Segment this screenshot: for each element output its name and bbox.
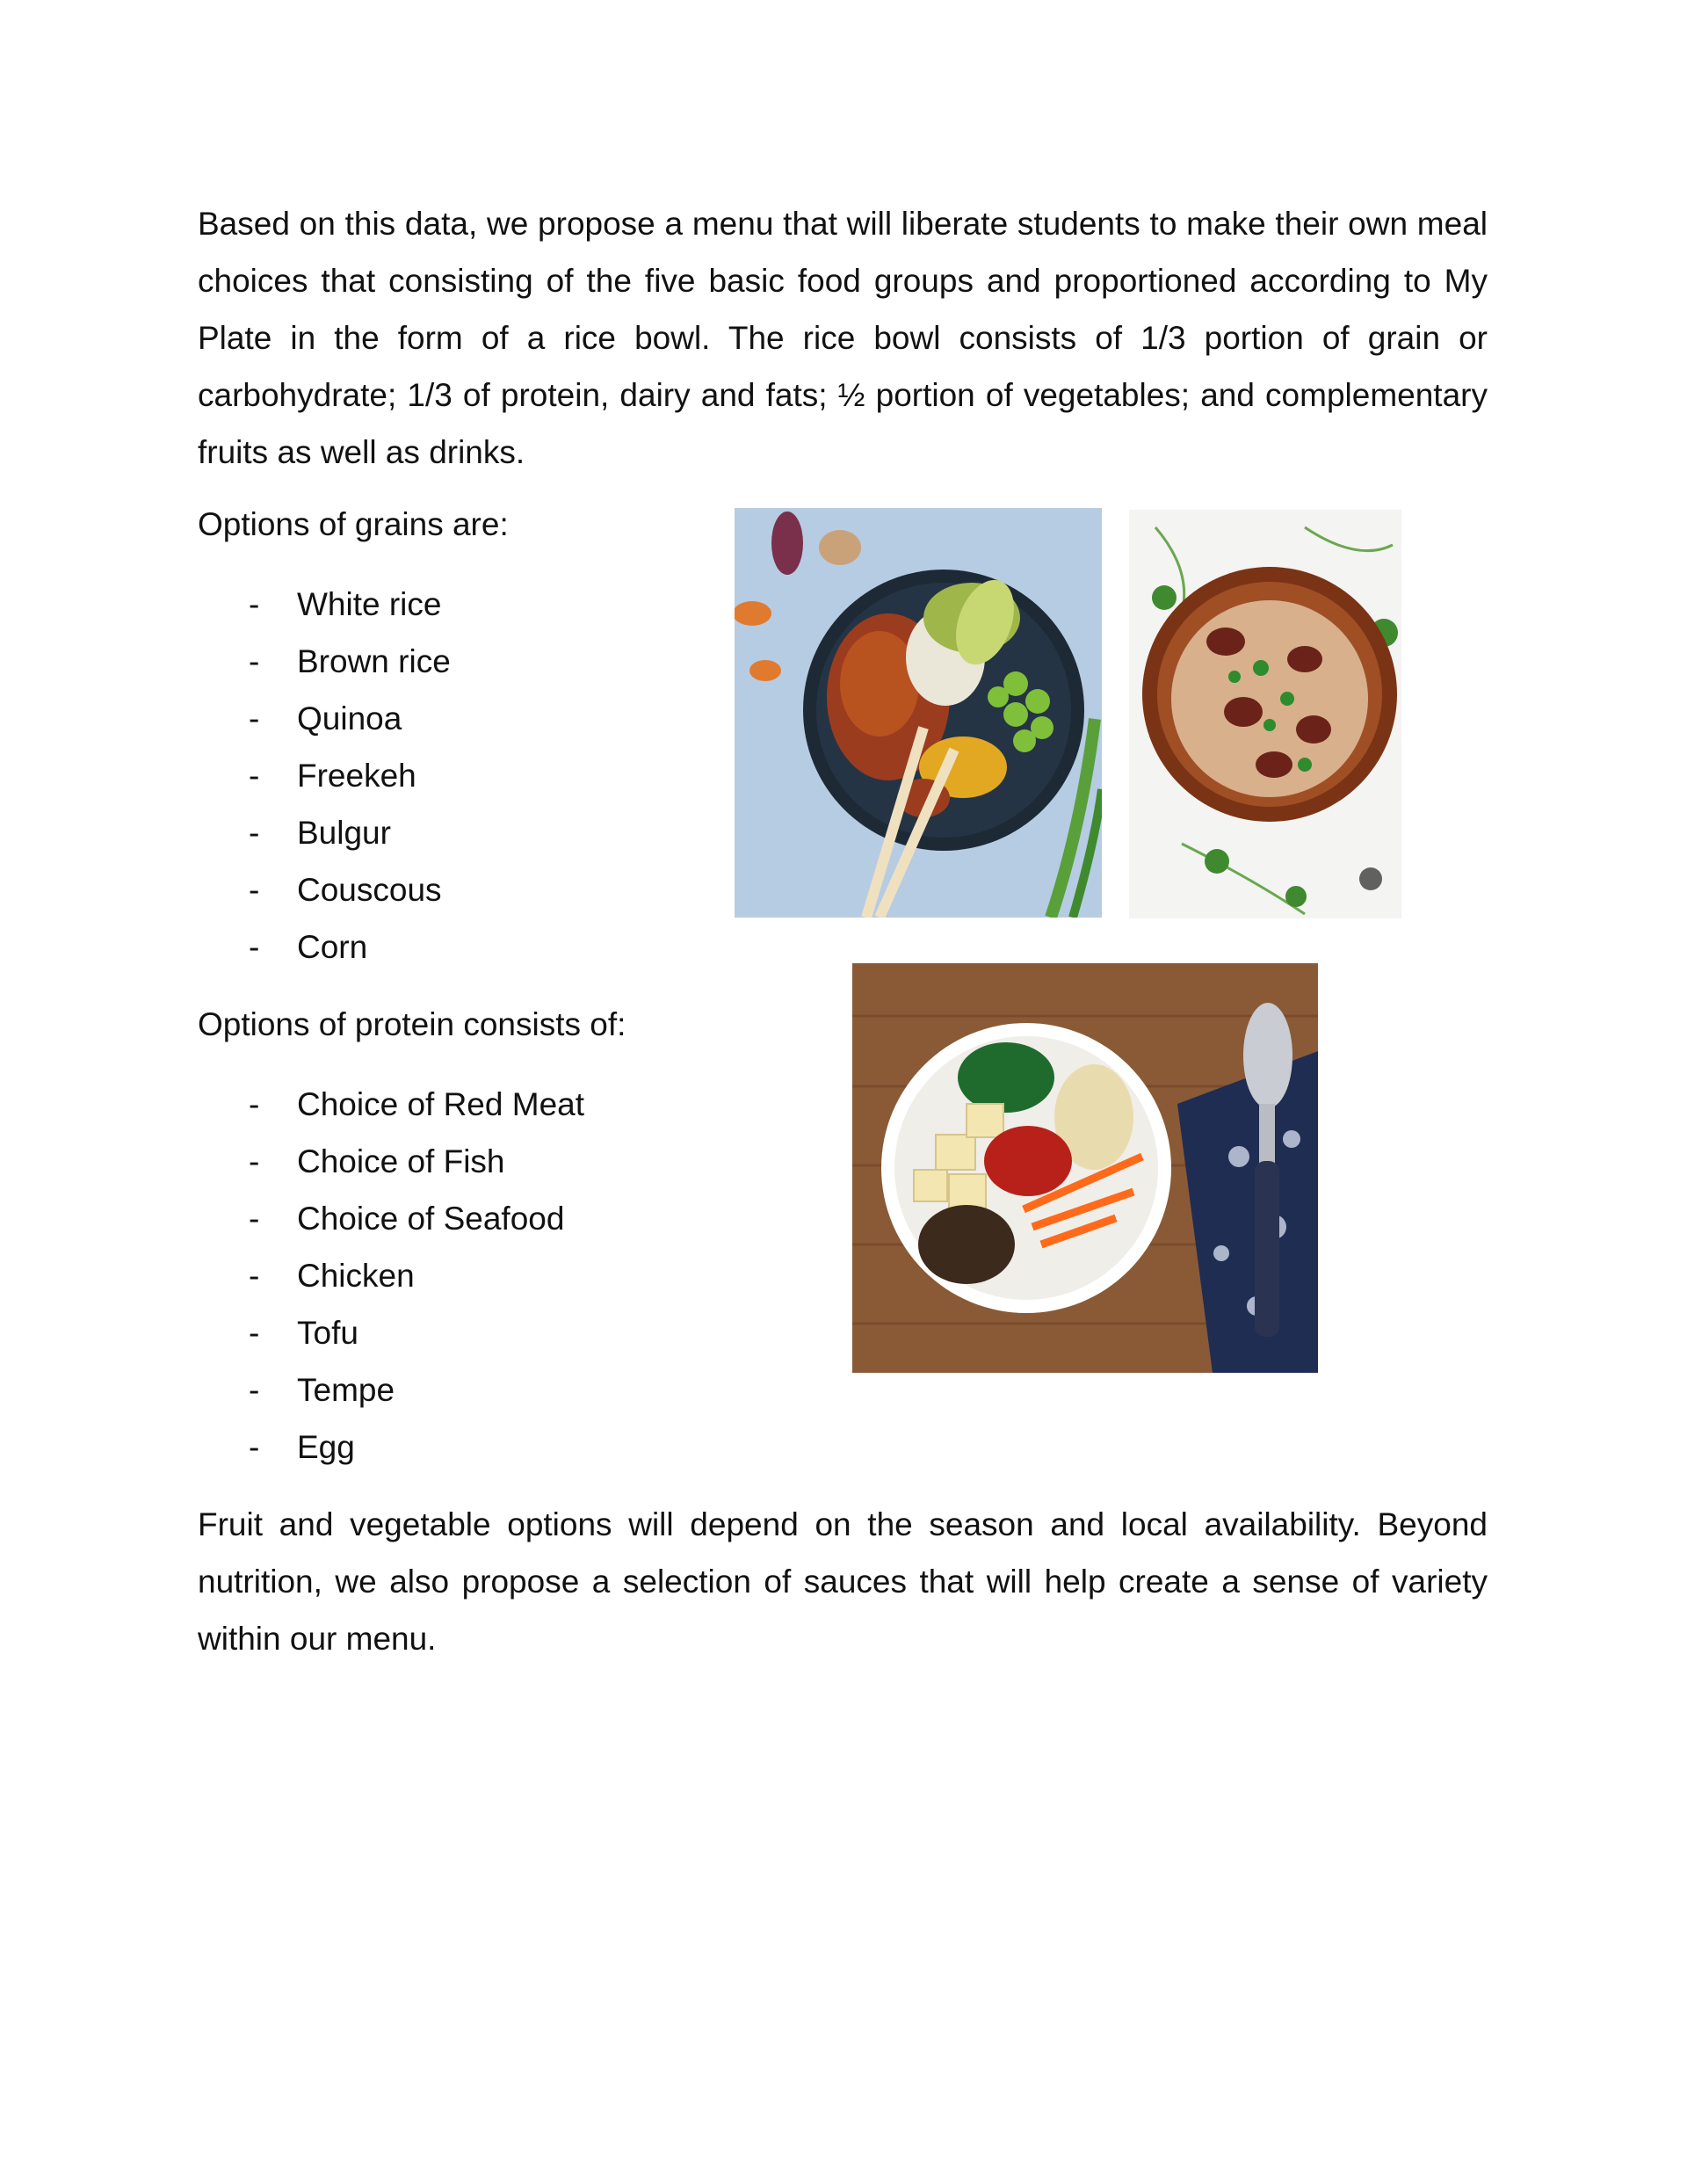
bibimbap-photo — [852, 963, 1318, 1373]
list-item: - Couscous — [249, 872, 442, 908]
rice-sausage-bowl-photo — [1129, 510, 1401, 918]
list-item: - Corn — [249, 929, 368, 965]
list-item: - Choice of Seafood — [249, 1201, 565, 1237]
bibimbap-icon — [852, 963, 1318, 1373]
list-item: - Tempe — [249, 1372, 395, 1408]
protein-heading: Options of protein consists of: — [198, 1006, 626, 1042]
list-item: - Egg — [249, 1429, 355, 1465]
poke-bowl-photo — [735, 508, 1102, 918]
list-item: - Choice of Fish — [249, 1143, 505, 1179]
list-item: - Bulgur — [249, 815, 391, 851]
list-item: - Quinoa — [249, 700, 402, 736]
poke-bowl-icon — [735, 508, 1102, 918]
grains-heading: Options of grains are: — [198, 506, 509, 542]
intro-paragraph: Based on this data, we propose a menu that will liberate students to make their own meal choices that consisting of the five basic food groups and proportioned according to My Plate in the form of a rice bowl. The rice bowl consists of 1/3 portion of grain or carbohydrate; 1/3 of protein, dairy and fats; ½ portion of vegetables; and complementary fruits as well as drinks. — [198, 206, 1488, 470]
list-item: - Tofu — [249, 1315, 358, 1351]
closing-paragraph: Fruit and vegetable options will depend on the season and local availability. Beyond nutrition, we also propose a selection of sauces that will help create a sense of variety within our menu. — [198, 1506, 1488, 1657]
list-item: - White rice — [249, 586, 442, 622]
list-item: - Choice of Red Meat — [249, 1086, 585, 1122]
list-item: - Freekeh — [249, 758, 416, 794]
list-item: - Chicken — [249, 1258, 415, 1294]
protein-list — [198, 1076, 725, 1476]
grains-list — [198, 576, 725, 976]
list-item: - Brown rice — [249, 643, 451, 679]
rice-sausage-bowl-icon — [1129, 510, 1401, 918]
